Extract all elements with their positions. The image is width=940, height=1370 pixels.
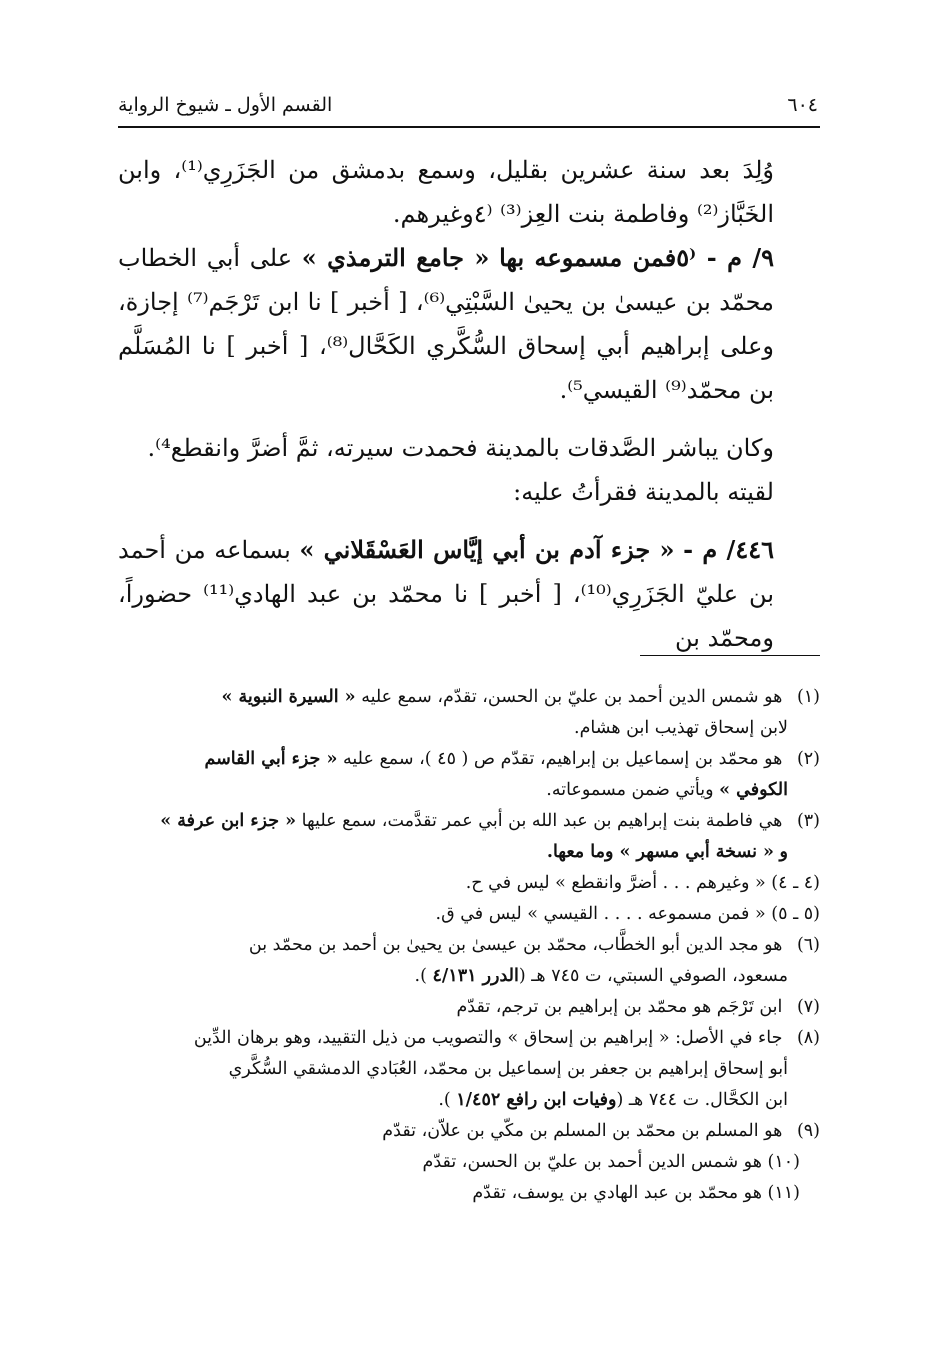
footnote-number: (١) — [796, 687, 820, 707]
footnote-bold-title: الدرر ٤/١٣١ — [432, 966, 519, 986]
entry-9-text: على أبي الخطاب محمّد بن عيسىٰ بن يحيىٰ السَّبْتِي⁽⁶⁾، [ أخبر ] نا ابن تَرْجَم⁽⁷⁾ إجازة، وعلى إبراهيم أبي إسحاق السُّكَّري الكَحَّال⁽⁸⁾، [ أخبر ] نا المُسَلَّم بن محمّد⁽⁹⁾ القيسي⁵⁾. — [118, 244, 775, 404]
footnote-bold-title: الكوفي » — [719, 780, 788, 800]
footnote — [118, 1116, 820, 1147]
footnote-bold-title: وفيات ابن رافع ١/٤٥٢ — [456, 1090, 617, 1110]
footnote-text: « وغيرهم . . . أضرَّ وانقطع » ليس في ح. — [465, 873, 766, 893]
footnote-number: (٨) — [796, 1028, 820, 1048]
footnote-number: (٧) — [796, 997, 820, 1017]
footnote-separator — [640, 655, 820, 656]
footnotes — [118, 682, 820, 1209]
footnote — [118, 1178, 820, 1209]
footnote-continuation — [118, 837, 820, 868]
footnote-text: ). — [438, 1090, 457, 1110]
footnote-text: هو مجد الدين أبو الخطَّاب، محمّد بن عيسىٰ بن يحيىٰ بن أحمد بن محمّد بن — [248, 935, 783, 955]
footnote-text: ابن الكحَّال. ت ٧٤٤ هـ ( — [616, 1090, 788, 1110]
entry-446-lead: ٤٤٦/ م - — [683, 535, 774, 564]
footnote-text: جاء في الأصل: « إبراهيم بن إسحاق » والتصويب من ذيل التقييد، وهو برهان الدِّين — [193, 1028, 783, 1048]
footnote-text: ويأتي ضمن مسموعاته. — [546, 780, 720, 800]
footnote-continuation: أبو إسحاق إبراهيم بن جعفر بن إسماعيل بن محمّد، العُبَادي الدمشقي السُّكَّري — [228, 1059, 788, 1079]
footnote-text: وما معها. — [546, 842, 620, 862]
entry-9-lead: ٩/ م - ⁽٥فمن مسموعه بها — [499, 243, 774, 272]
footnote-text: هو شمس الدين أحمد بن عليّ بن الحسن، تقدّم، سمع عليه — [361, 687, 783, 707]
footnote-text: مسعود، الصوفي السبتي، ت ٧٤٥ هـ ( — [518, 966, 788, 986]
paragraph-entry-446 — [118, 528, 820, 660]
footnote — [118, 806, 820, 868]
footnote — [118, 992, 820, 1023]
entry-446-title: « جزء آدم بن أبي إيَّاس العَسْقَلاني » — [299, 535, 675, 564]
footnote-text: هي فاطمة بنت إبراهيم بن عبد الله بن أبي عمر تقدَّمت، سمع عليها — [301, 811, 783, 831]
footnote-text: ابن تَرْجَم هو محمّد بن إبراهيم بن ترجم، تقدّم — [456, 997, 783, 1017]
footnote-number: (٩) — [796, 1121, 820, 1141]
footnote — [118, 899, 820, 930]
footnote-continuation — [118, 1085, 820, 1116]
main-text — [118, 148, 820, 660]
footnote-number: (٦) — [796, 935, 820, 955]
footnote-text: هو المسلم بن محمّد بن المسلم بن مكّي بن علاّن، تقدّم — [382, 1121, 783, 1141]
footnote-text: هو محمّد بن عبد الهادي بن يوسف، تقدّم — [472, 1183, 762, 1203]
footnote-text: هو محمّد بن إسماعيل بن إبراهيم، تقدّم ص ( ٤٥ )، سمع عليه — [343, 749, 783, 769]
entry-446-text: بسماعه من أحمد بن عليّ الجَزَرِي⁽¹⁰⁾، [ أخبر ] نا محمّد بن عبد الهادي⁽¹¹⁾ حضوراً، ومحمّد بن — [118, 536, 774, 652]
footnote-number: (١٠) — [767, 1152, 800, 1172]
footnote-number: (١١) — [767, 1183, 800, 1203]
paragraph-entry-9 — [118, 236, 820, 412]
footnote-number: (٣) — [796, 811, 820, 831]
header-rule — [118, 126, 820, 128]
footnote-bold-title: « نسخة أبي مسهر » — [619, 842, 774, 862]
footnote — [118, 1147, 820, 1178]
footnote-text: هو شمس الدين أحمد بن عليّ بن الحسن، تقدّم — [422, 1152, 762, 1172]
footnote-continuation — [118, 775, 820, 806]
footnote-text: ). — [414, 966, 433, 986]
footnote — [118, 1023, 820, 1116]
footnote-continuation — [118, 961, 820, 992]
footnote-conjunction: و — [779, 842, 788, 862]
paragraph-meeting: لقيته بالمدينة فقرأتُ عليه: — [513, 478, 774, 506]
running-header — [118, 88, 818, 122]
footnote-number: (٢) — [796, 749, 820, 769]
footnote-bold-title: « جزء ابن عرفة » — [160, 811, 297, 831]
footnote-bold-title: « السيرة النبوية » — [221, 687, 356, 707]
footnote-bold-title: « جزء أبي القاسم — [204, 749, 338, 769]
footnote — [118, 744, 820, 806]
footnote-continuation: لابن إسحاق تهذيب ابن هشام. — [574, 718, 788, 738]
footnote-text: « فمن مسموعه . . . . القيسي » ليس في ق. — [435, 904, 766, 924]
page-number: ٦٠٤ — [787, 94, 818, 116]
footnote-number: (٥ ـ ٥) — [771, 904, 820, 924]
footnote — [118, 868, 820, 899]
entry-9-title: « جامع الترمذي » — [301, 243, 490, 272]
section-title: القسم الأول ـ شيوخ الرواية — [118, 94, 333, 116]
paragraph-birth: وُلِدَ بعد سنة عشرين بقليل، وسمع بدمشق من الجَزَرِي⁽¹⁾، وابن الخَبَّاز⁽²⁾ وفاطمة بنت العِز⁽³⁾ ⁽٤وغيرهم. — [118, 156, 774, 228]
paragraph-career: وكان يباشر الصَّدقات بالمدينة فحمدت سيرته، ثمَّ أضرَّ وانقطع⁴⁾. — [147, 434, 774, 462]
footnote — [118, 682, 820, 744]
footnote — [118, 930, 820, 992]
footnote-number: (٤ ـ ٤) — [771, 873, 820, 893]
